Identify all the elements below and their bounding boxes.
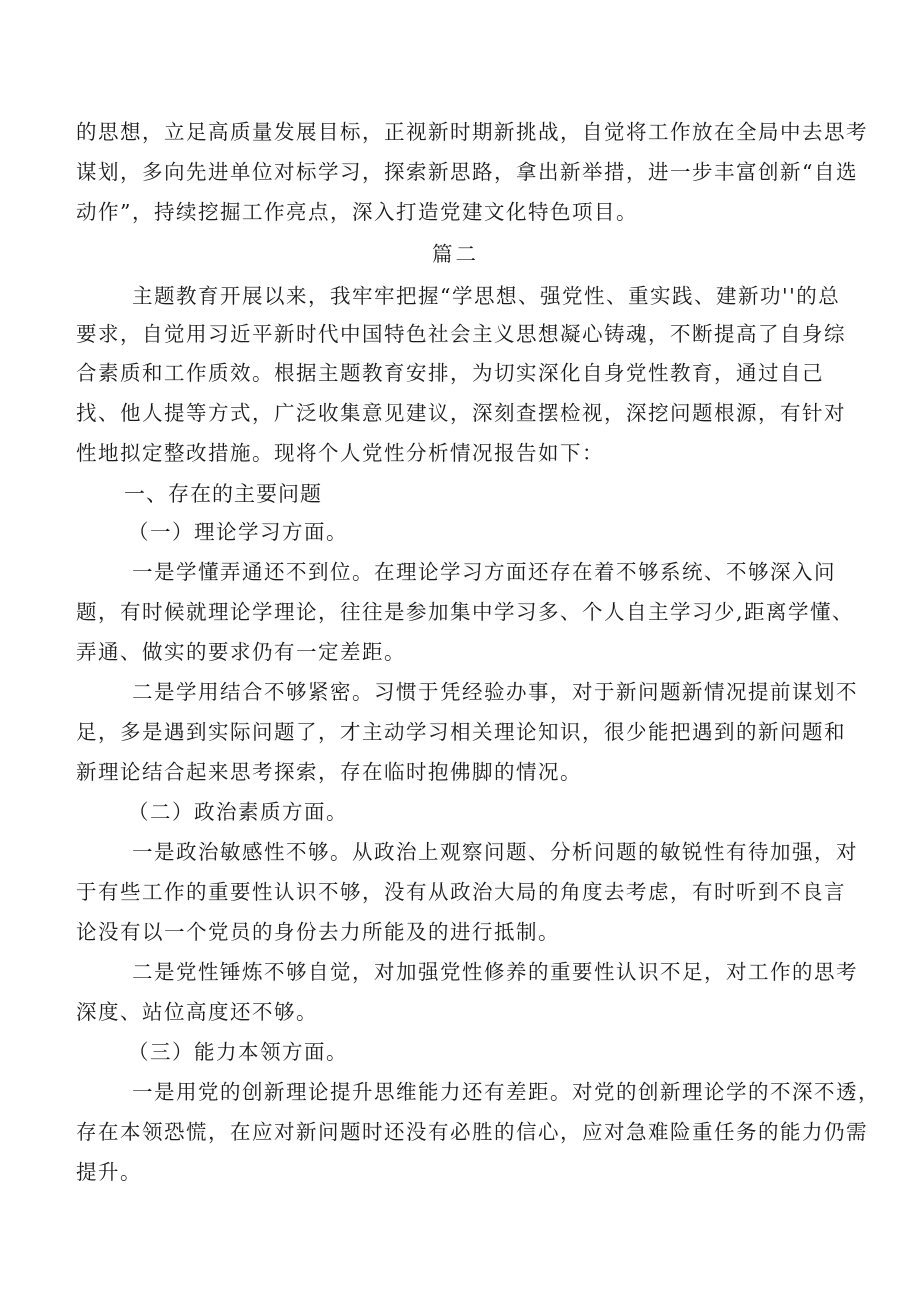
paragraph-line: 二是学用结合不够紧密。习惯于凭经验办事，对于新问题新情况提前谋划不 <box>132 680 858 704</box>
paragraph-line: 性地拟定整改措施。现将个人党性分析情况报告如下： <box>76 441 604 465</box>
paragraph-line: 提升。 <box>76 1160 142 1184</box>
paragraph-line: 存在本领恐慌，在应对新问题时还没有必胜的信心，应对急难险重任务的能力仍需 <box>76 1120 868 1144</box>
subsection-heading: （二）政治素质方面。 <box>128 800 348 824</box>
paragraph-line: 的思想，立足高质量发展目标，正视新时期新挑战，自觉将工作放在全局中去思考 <box>76 120 868 144</box>
section-title: 篇二 <box>432 242 479 266</box>
paragraph-line: 一是政治敏感性不够。从政治上观察问题、分析问题的敏锐性有待加强，对 <box>132 840 858 864</box>
paragraph-line: 二是党性锤炼不够自觉，对加强党性修养的重要性认识不足，对工作的思考 <box>132 960 858 984</box>
subsection-heading: （三）能力本领方面。 <box>128 1040 348 1064</box>
paragraph-line: 于有些工作的重要性认识不够，没有从政治大局的角度去考虑，有时听到不良言 <box>76 880 846 904</box>
paragraph-line: 一是用党的创新理论提升思维能力还有差距。对党的创新理论学的不深不透， <box>132 1080 880 1104</box>
paragraph-line: 深度、站位高度还不够。 <box>76 1000 318 1024</box>
paragraph-line: 一是学懂弄通还不到位。在理论学习方面还存在着不够系统、不够深入问 <box>132 560 836 584</box>
paragraph-line: 论没有以一个党员的身份去力所能及的进行抵制。 <box>76 920 560 944</box>
paragraph-line: 足，多是遇到实际问题了，才主动学习相关理论知识，很少能把遇到的新问题和 <box>76 720 846 744</box>
paragraph-line: 题，有时候就理论学理论，往往是参加集中学习多、个人自主学习少,距离学懂、 <box>76 600 855 624</box>
paragraph-line: 主题教育开展以来，我牢牢把握“学思想、强党性、重实践、建新功''的总 <box>132 284 841 308</box>
paragraph-line: 找、他人提等方式，广泛收集意见建议，深刻查摆检视，深挖问题根源，有针对 <box>76 401 846 425</box>
section-heading: 一、存在的主要问题 <box>124 482 322 506</box>
paragraph-line: 弄通、做实的要求仍有一定差距。 <box>76 640 406 664</box>
paragraph-line: 合素质和工作质效。根据主题教育安排，为切实深化自身党性教育，通过自己 <box>76 361 824 385</box>
paragraph-line: 要求，自觉用习近平新时代中国特色社会主义思想凝心铸魂，不断提高了自身综 <box>76 322 846 346</box>
subsection-heading: （一）理论学习方面。 <box>128 520 348 544</box>
paragraph-line: 谋划，多向先进单位对标学习，探索新思路，拿出新举措，进一步丰富创新“自选 <box>76 160 858 184</box>
paragraph-line: 新理论结合起来思考探索，存在临时抱佛脚的情况。 <box>76 760 582 784</box>
paragraph-line: 动作”，持续挖掘工作亮点，深入打造党建文化特色项目。 <box>76 200 638 224</box>
